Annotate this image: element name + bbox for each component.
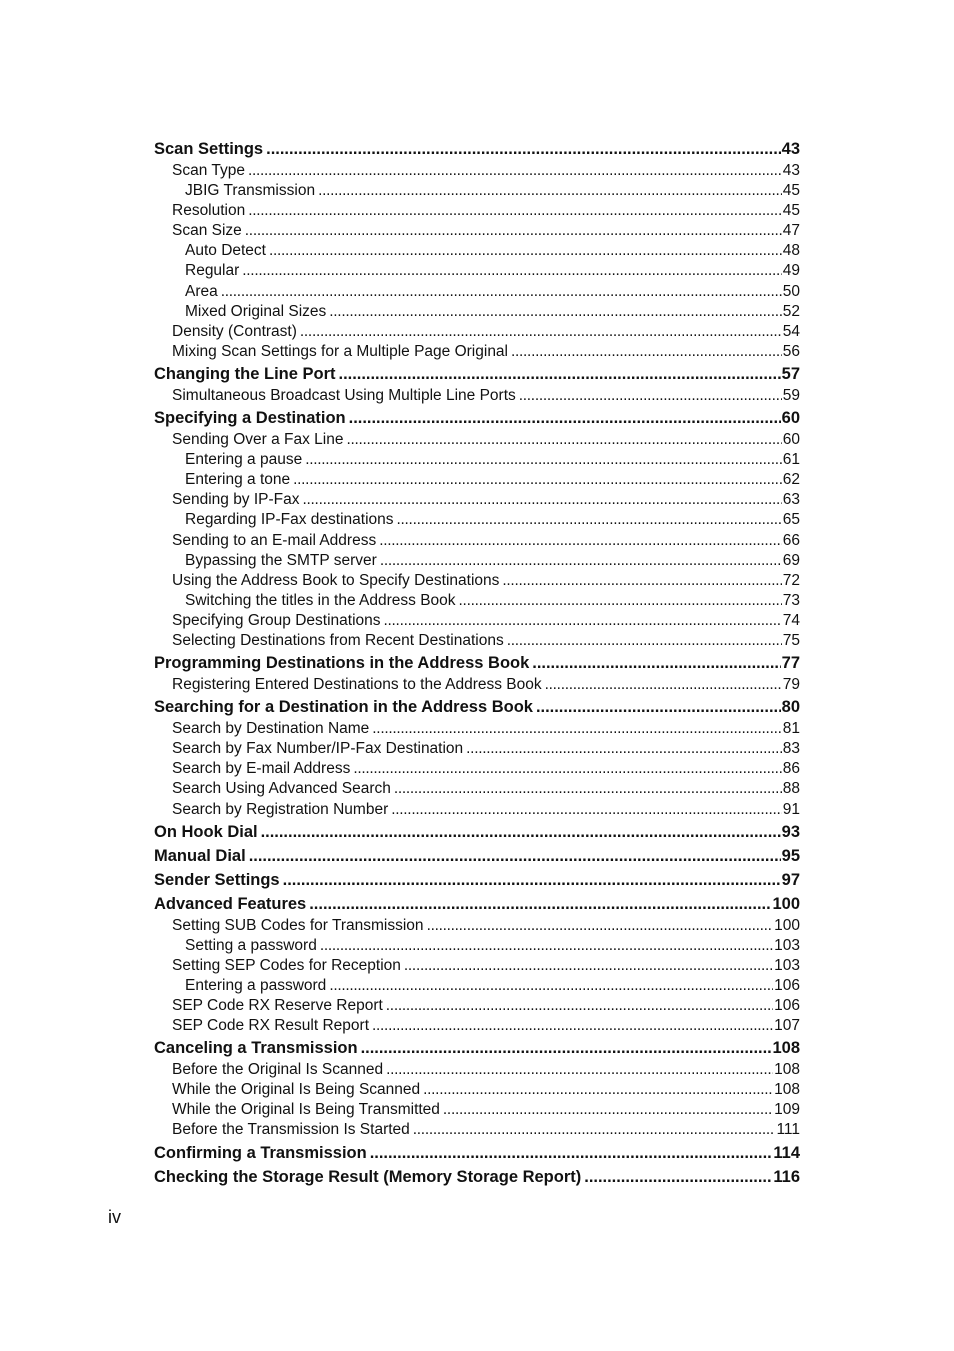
toc-entry-title: Selecting Destinations from Recent Destinations [172,631,504,649]
toc-entry-page: 100 [772,894,800,913]
dot-leader [346,430,781,450]
toc-entry-title: Search Using Advanced Search [172,780,391,798]
page-number: iv [108,1207,121,1227]
toc-entry-title: SEP Code RX Result Report [172,1017,370,1035]
toc-entry-page: 66 [782,531,800,549]
toc-entry-page: 80 [781,698,800,717]
toc-entry-page: 65 [782,511,800,529]
dot-leader [532,651,780,675]
toc-entry-page: 103 [774,956,800,974]
dot-leader [386,1060,773,1080]
dot-leader [443,1100,773,1120]
toc-entry-title: Resolution [172,202,246,220]
dot-leader [502,571,781,591]
toc-entry-page: 54 [782,322,800,340]
toc-entry-page: 106 [774,976,800,994]
dot-leader [293,470,782,490]
toc-entry-title: Entering a password [185,976,327,994]
toc-entry-title: Canceling a Transmission [154,1039,358,1058]
toc-entry-title: Before the Original Is Scanned [172,1061,384,1079]
toc-entry-title: Scan Settings [154,140,264,158]
dot-leader [397,510,782,530]
toc-entry-title: Scan Size [172,222,242,240]
dot-leader [372,719,781,739]
dot-leader [507,631,782,651]
toc-entry-title: Specifying a Destination [154,409,346,428]
toc-entry-title: Sender Settings [154,870,280,889]
toc-entry[interactable] [154,510,800,530]
toc-entry-page: 69 [782,551,800,569]
toc-entry-title: Entering a tone [185,471,291,489]
toc-entry-title: On Hook Dial [154,822,258,841]
toc-entry-page: 108 [774,1061,800,1079]
table-of-contents [154,137,800,1189]
toc-entry-title: Search by Fax Number/IP-Fax Destination [172,740,464,758]
dot-leader [329,976,773,996]
toc-entry-page: 72 [782,571,800,589]
dot-leader [269,241,782,261]
dot-leader [305,450,782,470]
toc-entry[interactable] [154,221,800,241]
toc-entry[interactable] [154,651,800,675]
dot-leader [349,406,781,430]
dot-leader [248,161,782,181]
toc-entry-title: Auto Detect [185,242,266,260]
toc-entry-title: Switching the titles in the Address Book [185,591,456,609]
toc-entry[interactable] [154,695,800,719]
dot-leader [303,490,782,510]
toc-entry-page: 107 [774,1017,800,1035]
toc-entry-page: 60 [782,431,800,449]
toc-entry-title: Setting SUB Codes for Transmission [172,916,424,934]
dot-leader [245,221,782,241]
toc-entry-page: 100 [774,916,800,934]
toc-entry[interactable] [154,490,800,510]
toc-entry-page: 45 [782,202,800,220]
toc-entry-title: Changing the Line Port [154,364,336,383]
toc-entry[interactable] [154,470,800,490]
toc-entry[interactable] [154,1016,800,1036]
toc-entry[interactable] [154,531,800,551]
dot-leader [545,675,782,695]
toc-entry-page: 49 [782,262,800,280]
toc-entry-title: Search by E-mail Address [172,760,351,778]
toc-entry-title: Mixed Original Sizes [185,302,327,320]
toc-entry-page: 43 [782,162,800,179]
dot-leader [261,820,781,844]
toc-entry[interactable] [154,936,800,956]
toc-entry[interactable] [154,571,800,591]
toc-entry-title: While the Original Is Being Transmitted [172,1101,440,1119]
toc-entry[interactable] [154,201,800,221]
toc-entry[interactable] [154,956,800,976]
toc-entry-title: Density (Contrast) [172,322,297,340]
toc-entry[interactable] [154,161,800,181]
dot-leader [384,611,782,631]
toc-entry-title: Area [185,282,218,300]
dot-leader [380,551,782,571]
toc-entry-page: 48 [782,242,800,260]
dot-leader [283,868,781,892]
toc-entry-title: Entering a pause [185,451,303,469]
toc-entry-page: 109 [774,1101,800,1119]
toc-entry[interactable] [154,631,800,651]
toc-entry[interactable] [154,611,800,631]
toc-entry[interactable] [154,362,800,386]
dot-leader [242,261,781,281]
toc-entry[interactable] [154,916,800,936]
toc-entry-page: 116 [773,1167,800,1186]
dot-leader [584,1165,772,1189]
toc-entry-title: Manual Dial [154,846,246,865]
toc-entry[interactable] [154,302,800,322]
toc-entry[interactable] [154,591,800,611]
dot-leader [511,342,782,362]
toc-entry[interactable] [154,406,800,430]
dot-leader [266,137,781,161]
toc-entry[interactable] [154,844,800,868]
toc-entry-page: 111 [776,1121,800,1139]
dot-leader [391,800,782,820]
toc-entry-page: 59 [782,386,800,404]
dot-leader [300,322,782,342]
dot-leader [248,201,782,221]
toc-entry-page: 52 [782,302,800,320]
toc-entry-title: Search by Registration Number [172,800,389,818]
toc-entry-page: 93 [781,822,800,841]
toc-entry-page: 114 [773,1143,800,1162]
dot-leader [423,1080,773,1100]
toc-entry[interactable] [154,1080,800,1100]
toc-entry-title: Sending to an E-mail Address [172,531,377,549]
dot-leader [318,181,782,201]
toc-entry-page: 75 [782,631,800,649]
toc-entry-title: Searching for a Destination in the Address Book [154,698,533,717]
toc-entry-title: Sending by IP-Fax [172,491,300,509]
toc-entry-page: 88 [782,780,800,798]
toc-entry-page: 97 [781,870,800,889]
toc-entry-title: Using the Address Book to Specify Destinations [172,571,500,589]
toc-entry-title: Setting a password [185,936,317,954]
toc-entry-title: Mixing Scan Settings for a Multiple Page Original [172,342,508,360]
dot-leader [353,759,781,779]
toc-entry-title: Setting SEP Codes for Reception [172,956,401,974]
toc-entry[interactable] [154,1120,800,1140]
toc-entry-title: Before the Transmission Is Started [172,1121,410,1139]
toc-entry-page: 45 [782,182,800,200]
toc-entry-page: 79 [782,676,800,694]
toc-entry[interactable] [154,675,800,695]
toc-entry-title: Regular [185,262,240,280]
toc-entry-page: 61 [782,451,800,469]
toc-entry-title: Regarding IP-Fax destinations [185,511,394,529]
toc-entry-title: Simultaneous Broadcast Using Multiple Line Ports [172,386,516,404]
toc-entry-page: 91 [782,800,800,818]
toc-entry[interactable] [154,241,800,261]
toc-entry-page: 86 [782,760,800,778]
dot-leader [339,362,781,386]
toc-entry[interactable] [154,820,800,844]
dot-leader [536,695,781,719]
toc-entry[interactable] [154,386,800,406]
toc-entry-page: 95 [781,846,800,865]
dot-leader [370,1141,773,1165]
toc-entry[interactable] [154,342,800,362]
toc-entry[interactable] [154,1036,800,1060]
toc-entry-page: 56 [782,342,800,360]
toc-entry-page: 103 [774,936,800,954]
toc-entry[interactable] [154,1060,800,1080]
dot-leader [221,282,782,302]
dot-leader [379,531,782,551]
toc-entry[interactable] [154,800,800,820]
toc-entry[interactable] [154,892,800,916]
toc-entry[interactable] [154,1165,800,1189]
dot-leader [309,892,771,916]
dot-leader [386,996,773,1016]
dot-leader [372,1016,773,1036]
toc-entry[interactable] [154,996,800,1016]
toc-entry-title: JBIG Transmission [185,182,316,200]
toc-entry-title: Advanced Features [154,894,307,913]
dot-leader [404,956,773,976]
toc-entry[interactable] [154,450,800,470]
toc-entry-title: Programming Destinations in the Address Book [154,654,530,673]
toc-entry-page: 73 [782,591,800,609]
toc-entry-page: 81 [782,720,800,738]
toc-entry-title: Bypassing the SMTP server [185,551,377,569]
dot-leader [466,739,782,759]
toc-entry[interactable] [154,1141,800,1165]
dot-leader [249,844,781,868]
toc-entry-page: 60 [781,409,800,428]
toc-entry-page: 62 [782,471,800,489]
toc-entry-title: Sending Over a Fax Line [172,431,344,449]
dot-leader [413,1120,776,1140]
dot-leader [519,386,782,406]
dot-leader [361,1036,772,1060]
toc-entry[interactable] [154,719,800,739]
toc-entry-page: 106 [774,997,800,1014]
dot-leader [459,591,782,611]
toc-entry-page: 74 [782,611,800,629]
toc-entry[interactable] [154,868,800,892]
toc-entry-page: 77 [781,654,800,673]
toc-entry[interactable] [154,976,800,996]
toc-entry-page: 47 [782,222,800,240]
toc-entry-title: Checking the Storage Result (Memory Storage Report) [154,1167,582,1186]
dot-leader [320,936,773,956]
toc-entry-page: 57 [781,364,800,383]
toc-entry[interactable] [154,551,800,571]
toc-entry[interactable] [154,282,800,302]
toc-entry-title: SEP Code RX Reserve Report [172,997,383,1014]
toc-entry-page: 108 [772,1039,800,1058]
toc-entry-page: 83 [782,740,800,758]
toc-entry[interactable] [154,430,800,450]
toc-entry-title: Specifying Group Destinations [172,611,381,629]
toc-entry-title: Scan Type [172,162,245,179]
toc-entry[interactable] [154,739,800,759]
toc-entry-title: While the Original Is Being Scanned [172,1081,421,1099]
dot-leader [427,916,774,936]
toc-entry-page: 50 [782,282,800,300]
toc-entry-title: Confirming a Transmission [154,1143,367,1162]
toc-entry[interactable] [154,137,800,161]
toc-entry[interactable] [154,181,800,201]
toc-entry[interactable] [154,322,800,342]
toc-entry[interactable] [154,759,800,779]
toc-entry-page: 43 [781,140,800,158]
toc-entry[interactable] [154,779,800,799]
toc-entry-title: Search by Destination Name [172,720,370,738]
dot-leader [394,779,782,799]
toc-entry-page: 108 [774,1081,800,1099]
toc-entry-page: 63 [782,491,800,509]
toc-entry[interactable] [154,261,800,281]
toc-entry[interactable] [154,1100,800,1120]
toc-entry-title: Registering Entered Destinations to the Address Book [172,676,542,694]
dot-leader [329,302,781,322]
